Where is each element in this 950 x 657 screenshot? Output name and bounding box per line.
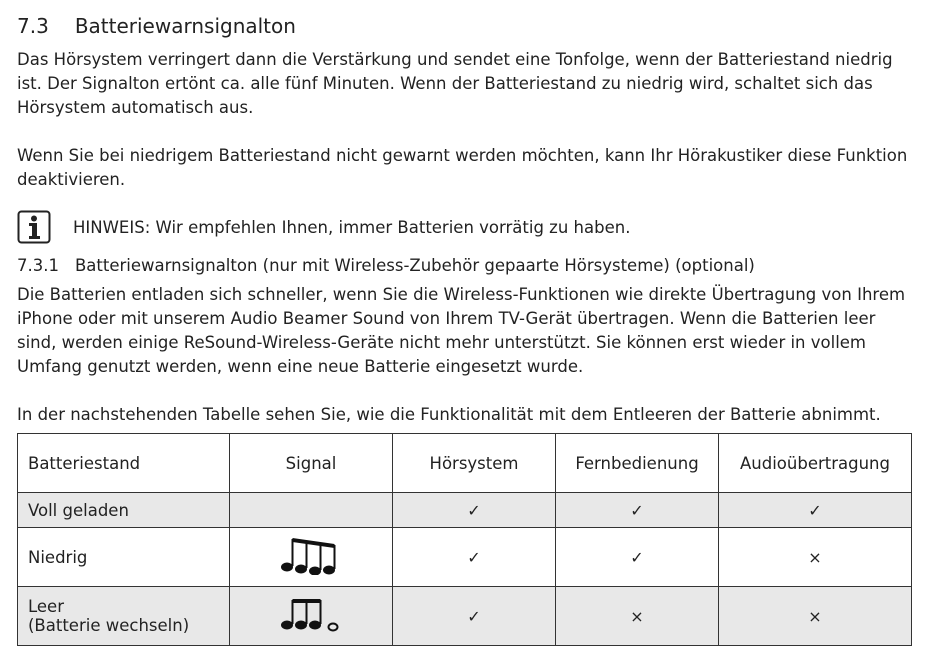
battery-table (17, 433, 912, 646)
cell-hoersystem: ✓ (393, 493, 556, 528)
cell-signal (230, 587, 393, 646)
section-heading (17, 14, 917, 38)
paragraph-4: In der nachstehenden Tabelle sehen Sie, wie die Funktionalität mit dem Entleeren der Batterie abnimmt. (17, 405, 881, 424)
paragraph-3: Die Batterien entladen sich schneller, wenn Sie die Wireless-Funktionen wie direkte Übertragung von Ihrem iPhone oder mit unserem Audio Beamer Sound von Ihrem TV-Gerät übertragen. Wenn die Batterien leer sind, werden einige ReSound-Wireless-Geräte nicht mehr unterstützt. Sie können erst wieder in vollem Umfang genutzt werden, wenn eine neue Batterie eingesetzt wurde. (17, 285, 906, 376)
cell-fernbedienung: ✓ (556, 493, 719, 528)
subsection-title: Batteriewarnsignalton (nur mit Wireless-Zubehör gepaarte Hörsysteme) (optional) (74, 256, 755, 275)
cell-state (18, 587, 230, 646)
notes-with-empty-note-icon (278, 596, 344, 632)
cell-signal (230, 528, 393, 587)
cell-signal (230, 493, 393, 528)
paragraph-1: Das Hörsystem verringert dann die Verstärkung und sendet eine Tonfolge, wenn der Batteriestand niedrig ist. Der Signalton ertönt ca. alle fünf Minuten. Wenn der Batteriestand zu niedrig wird, schaltet sich das Hörsystem automatisch aus. (17, 50, 893, 117)
subsection-number: 7.3.1 (17, 256, 59, 275)
header-audio: Audioübertragung (719, 434, 912, 493)
header-batteriestand: Batteriestand (18, 434, 230, 493)
cell-fernbedienung: ✓ (556, 528, 719, 587)
cell-audio: × (719, 587, 912, 646)
subsection-heading (17, 256, 917, 275)
header-fernbedienung: Fernbedienung (556, 434, 719, 493)
cell-state: Voll geladen (18, 493, 230, 528)
section-title: Batteriewarnsignalton (74, 14, 296, 38)
table-row (18, 493, 912, 528)
note-label: HINWEIS (73, 217, 145, 237)
cell-audio: ✓ (719, 493, 912, 528)
table-row (18, 528, 912, 587)
header-signal: Signal (230, 434, 393, 493)
cell-fernbedienung: × (556, 587, 719, 646)
cell-hoersystem: ✓ (393, 587, 556, 646)
table-row (18, 587, 912, 646)
cell-audio: × (719, 528, 912, 587)
header-hoersystem: Hörsystem (393, 434, 556, 493)
document-page (17, 10, 917, 646)
state-line-2: (Batterie wechseln) (28, 616, 190, 635)
note-box (17, 210, 917, 244)
note-body: : Wir empfehlen Ihnen, immer Batterien vorrätig zu haben. (144, 217, 631, 237)
state-line-1: Leer (28, 597, 64, 616)
cell-hoersystem: ✓ (393, 528, 556, 587)
note-text (73, 218, 630, 237)
cell-state: Niedrig (18, 528, 230, 587)
section-number: 7.3 (17, 14, 49, 38)
info-icon (17, 210, 51, 244)
paragraph-2: Wenn Sie bei niedrigem Batteriestand nicht gewarnt werden möchten, kann Ihr Hörakustiker diese Funktion deaktivieren. (17, 146, 908, 189)
four-notes-icon (278, 535, 344, 575)
table-header-row (18, 434, 912, 493)
